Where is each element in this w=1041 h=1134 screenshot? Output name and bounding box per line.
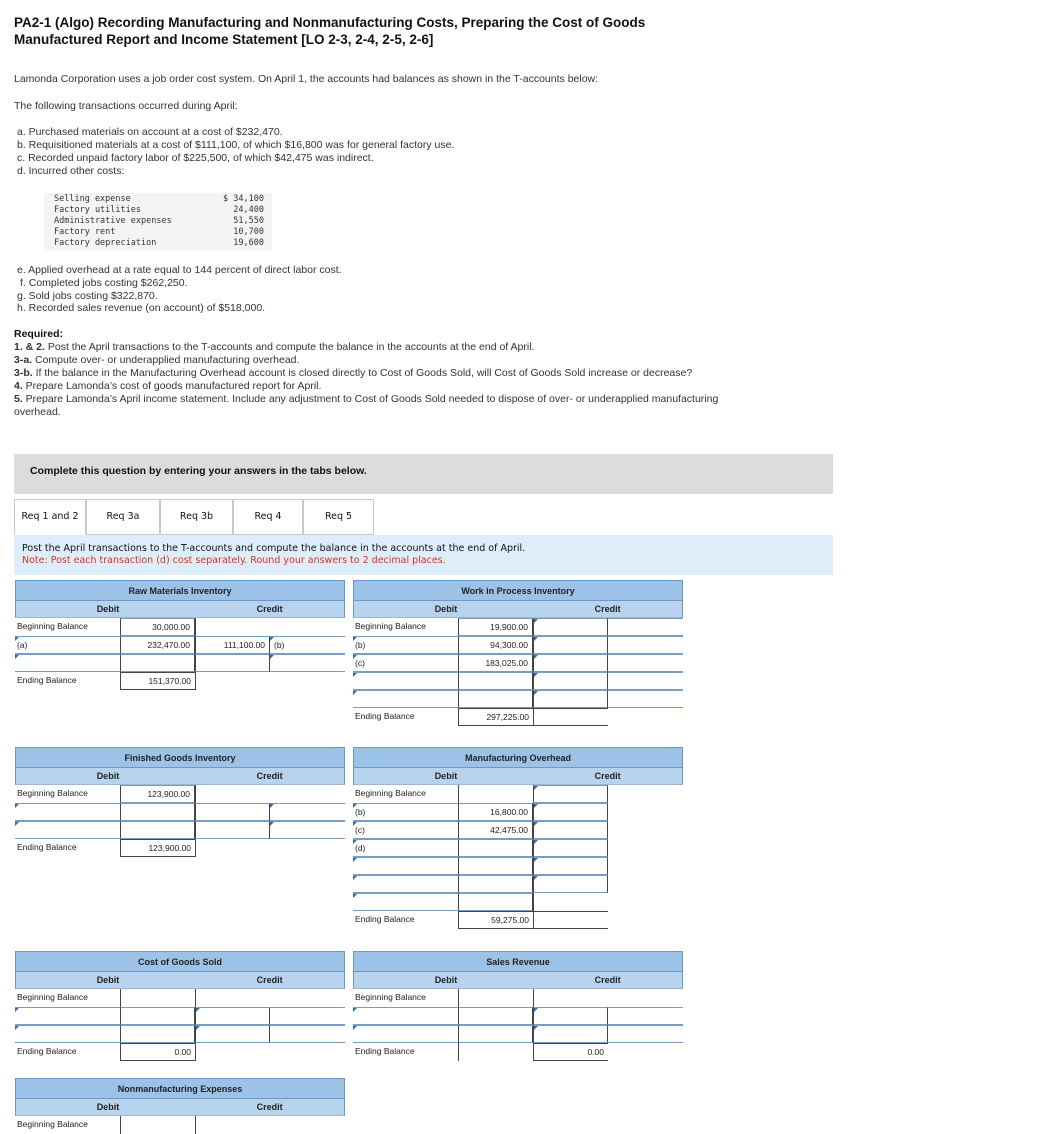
credit-amount-input[interactable]	[533, 875, 608, 893]
note-text: Note: Post each transaction (d) cost separately. Round your answers to 2 decimal places.	[22, 555, 446, 566]
t-account-manufacturing-overhead	[353, 747, 683, 937]
debit-label-select[interactable]: (b)	[353, 636, 458, 654]
required-item: 4. Prepare Lamonda’s cost of goods manufactured report for April.	[14, 380, 322, 392]
credit-label-select[interactable]	[270, 654, 345, 672]
transaction-d: d. Incurred other costs:	[17, 165, 125, 177]
credit-ending-blank	[195, 839, 270, 857]
debit-amount-input[interactable]: 94,300.00	[458, 636, 533, 654]
account-title: Manufacturing Overhead	[353, 747, 683, 768]
credit-amount-input[interactable]	[195, 785, 270, 803]
credit-label-select[interactable]	[608, 618, 683, 636]
credit-amount-blank	[533, 893, 608, 911]
credit-label-select[interactable]	[608, 1007, 683, 1025]
credit-label-select[interactable]	[608, 690, 683, 708]
cost-row: Factory rent 10,700	[54, 227, 264, 237]
debit-amount-input[interactable]: 30,000.00	[120, 618, 195, 636]
credit-amount-input[interactable]	[533, 839, 608, 857]
tab-req-5[interactable]: Req 5	[303, 499, 374, 535]
ending-label: Ending Balance	[355, 1046, 415, 1056]
credit-amount-input[interactable]	[195, 821, 270, 839]
debit-label-select[interactable]: (a)	[15, 636, 120, 654]
debit-amount-input[interactable]	[458, 857, 533, 875]
debit-header: Debit	[434, 771, 458, 781]
debit-header: Debit	[96, 604, 120, 614]
debit-label-select[interactable]	[353, 1007, 458, 1025]
account-title: Nonmanufacturing Expenses	[15, 1078, 345, 1099]
debit-amount-input[interactable]	[120, 1007, 195, 1025]
credit-amount-input[interactable]	[533, 857, 608, 875]
debit-label-select[interactable]	[353, 672, 458, 690]
beginning-label: Beginning Balance	[17, 992, 88, 1002]
credit-label-select[interactable]	[608, 654, 683, 672]
account-title: Finished Goods Inventory	[15, 747, 345, 768]
credit-label-select[interactable]	[270, 1007, 345, 1025]
beginning-label: Beginning Balance	[355, 992, 426, 1002]
transaction-g: g. Sold jobs costing $322,870.	[17, 290, 158, 302]
debit-amount-input[interactable]: 16,800.00	[458, 803, 533, 821]
credit-amount-input[interactable]	[195, 989, 270, 1007]
credit-header: Credit	[594, 604, 621, 614]
cost-row: Selling expense $ 34,100	[54, 194, 264, 204]
t-account-raw-materials	[15, 580, 345, 692]
credit-amount-input[interactable]	[533, 636, 608, 654]
beginning-label: Beginning Balance	[355, 621, 426, 631]
debit-label-select[interactable]: (c)	[353, 821, 458, 839]
debit-amount-input[interactable]	[458, 875, 533, 893]
credit-ending-blank	[195, 672, 270, 690]
required-heading: Required:	[14, 328, 64, 340]
debit-label-select[interactable]	[15, 1025, 120, 1043]
credit-header: Credit	[594, 975, 621, 985]
transaction-f: f. Completed jobs costing $262,250.	[20, 277, 188, 289]
debit-amount-input[interactable]	[458, 690, 533, 708]
account-title: Cost of Goods Sold	[15, 951, 345, 972]
beginning-label: Beginning Balance	[17, 1119, 88, 1129]
instruction-text: Post the April transactions to the T-accounts and compute the balance in the accounts at the end of April.	[22, 543, 526, 554]
debit-amount-input[interactable]: 42,475.00	[458, 821, 533, 839]
credit-amount-input[interactable]	[195, 654, 270, 672]
account-title: Work in Process Inventory	[353, 580, 683, 601]
debit-amount-input[interactable]	[120, 1116, 195, 1134]
debit-amount-input[interactable]	[120, 989, 195, 1007]
credit-amount-input[interactable]	[195, 618, 270, 636]
credit-amount-input[interactable]	[195, 1007, 270, 1025]
required-item: 5. Prepare Lamonda’s April income statement. Include any adjustment to Cost of Goods Sold needed to dispose of over- or underapplied manufacturing overhead.	[14, 393, 719, 418]
debit-amount-input[interactable]	[458, 893, 533, 911]
credit-amount-input[interactable]	[533, 785, 608, 803]
ending-balance-value[interactable]: 123,900.00	[120, 839, 195, 857]
debit-label-select[interactable]	[15, 1007, 120, 1025]
instructions-banner: Complete this question by entering your answers in the tabs below.	[14, 454, 833, 494]
debit-amount-input[interactable]	[458, 839, 533, 857]
account-title: Sales Revenue	[353, 951, 683, 972]
account-title: Raw Materials Inventory	[15, 580, 345, 601]
t-account-sales-revenue	[353, 951, 683, 1061]
credit-label-select[interactable]	[270, 618, 345, 636]
credit-header: Credit	[594, 771, 621, 781]
ending-label: Ending Balance	[355, 914, 415, 924]
intro-text: Lamonda Corporation uses a job order cost system. On April 1, the accounts had balances as shown in the T-accounts below:	[14, 73, 599, 85]
t-account-finished-goods	[15, 747, 345, 862]
debit-amount-input[interactable]	[458, 785, 533, 803]
ending-balance-value[interactable]: 297,225.00	[458, 708, 533, 726]
transaction-a: a. Purchased materials on account at a cost of $232,470.	[17, 126, 283, 138]
credit-label-select[interactable]	[608, 672, 683, 690]
credit-amount-input[interactable]	[533, 821, 608, 839]
debit-header: Debit	[96, 1102, 120, 1112]
transaction-c: c. Recorded unpaid factory labor of $225,500, of which $42,475 was indirect.	[17, 152, 374, 164]
tab-req-1-and-2[interactable]: Req 1 and 2	[14, 499, 86, 535]
tab-req-3a[interactable]: Req 3a	[86, 499, 160, 535]
credit-header: Credit	[256, 975, 283, 985]
credit-amount-input[interactable]	[195, 1116, 270, 1134]
debit-amount-input[interactable]	[120, 821, 195, 839]
ending-label: Ending Balance	[17, 675, 77, 685]
debit-label-select[interactable]: (b)	[353, 803, 458, 821]
debit-ending-blank	[458, 1043, 533, 1061]
credit-amount-input[interactable]	[533, 1025, 608, 1043]
transaction-b: b. Requisitioned materials at a cost of $111,100, of which $16,800 was for general factory use.	[17, 139, 455, 151]
debit-amount-input[interactable]	[458, 989, 533, 1007]
required-item: 1. & 2. Post the April transactions to the T-accounts and compute the balance in the accounts at the end of April.	[14, 341, 535, 353]
debit-header: Debit	[434, 975, 458, 985]
beginning-label: Beginning Balance	[355, 788, 426, 798]
debit-header: Debit	[96, 975, 120, 985]
debit-label-select[interactable]	[353, 857, 458, 875]
ending-label: Ending Balance	[17, 1046, 77, 1056]
credit-label-select[interactable]	[270, 821, 345, 839]
debit-amount-input[interactable]	[120, 654, 195, 672]
credit-amount-input[interactable]	[195, 803, 270, 821]
debit-header: Debit	[96, 771, 120, 781]
credit-label-select[interactable]	[270, 1025, 345, 1043]
ending-balance-value[interactable]: 59,275.00	[458, 911, 533, 929]
credit-ending-value[interactable]	[533, 911, 608, 929]
credit-header: Credit	[256, 771, 283, 781]
beginning-label: Beginning Balance	[17, 621, 88, 631]
credit-label-select[interactable]: (b)	[270, 636, 345, 654]
ending-label: Ending Balance	[17, 842, 77, 852]
beginning-label: Beginning Balance	[17, 788, 88, 798]
credit-header: Credit	[256, 1102, 283, 1112]
debit-amount-input[interactable]	[458, 1007, 533, 1025]
debit-label-select[interactable]	[353, 893, 458, 911]
debit-label-select[interactable]	[353, 690, 458, 708]
debit-amount-input[interactable]	[120, 803, 195, 821]
credit-amount-input[interactable]	[533, 654, 608, 672]
debit-amount-input[interactable]: 183,025.00	[458, 654, 533, 672]
credit-amount-input[interactable]: 111,100.00	[195, 636, 270, 654]
ending-balance-value[interactable]: 0.00	[120, 1043, 195, 1061]
transaction-e: e. Applied overhead at a rate equal to 144 percent of direct labor cost.	[17, 264, 342, 276]
credit-label-select[interactable]	[608, 1025, 683, 1043]
transactions-intro: The following transactions occurred during April:	[14, 100, 238, 112]
debit-label-select[interactable]	[15, 803, 120, 821]
debit-header: Debit	[434, 604, 458, 614]
cost-row: Administrative expenses 51,550	[54, 216, 264, 226]
cost-row: Factory utilities 24,400	[54, 205, 264, 215]
debit-amount-input[interactable]	[458, 1025, 533, 1043]
debit-label-select[interactable]: (c)	[353, 654, 458, 672]
credit-amount-input[interactable]	[195, 1025, 270, 1043]
credit-amount-input[interactable]	[533, 803, 608, 821]
debit-amount-input[interactable]	[120, 1025, 195, 1043]
required-item: 3-b. If the balance in the Manufacturing Overhead account is closed directly to Cost of Goods Sold, will Cost of Goods Sold increase or decrease?	[14, 367, 693, 379]
credit-label-select[interactable]	[608, 636, 683, 654]
cost-row: Factory depreciation 19,600	[54, 238, 264, 248]
debit-amount-input[interactable]: 19,900.00	[458, 618, 533, 636]
debit-amount-input[interactable]	[458, 672, 533, 690]
t-account-cost-of-goods-sold	[15, 951, 345, 1061]
debit-label-select[interactable]: (d)	[353, 839, 458, 857]
problem-title: PA2-1 (Algo) Recording Manufacturing and Nonmanufacturing Costs, Preparing the Cost of Goods Manufactured Report and Income Statement [LO 2-3, 2-4, 2-5, 2-6]	[14, 15, 646, 47]
ending-balance-value[interactable]: 151,370.00	[120, 672, 195, 690]
required-section	[14, 328, 734, 419]
ending-balance-value[interactable]: 0.00	[533, 1043, 608, 1061]
t-account-nonmanufacturing-expenses	[15, 1078, 345, 1132]
debit-label-select[interactable]	[353, 875, 458, 893]
tab-req-4[interactable]: Req 4	[233, 499, 303, 535]
debit-amount-input[interactable]: 232,470.00	[120, 636, 195, 654]
debit-label-select[interactable]	[15, 821, 120, 839]
credit-ending-value[interactable]	[533, 708, 608, 726]
required-item: 3-a. Compute over- or underapplied manufacturing overhead.	[14, 354, 300, 366]
debit-label-select[interactable]	[353, 1025, 458, 1043]
debit-amount-input[interactable]: 123,900.00	[120, 785, 195, 803]
credit-amount-input[interactable]	[533, 1007, 608, 1025]
debit-label-select[interactable]	[15, 654, 120, 672]
transaction-h: h. Recorded sales revenue (on account) of $518,000.	[17, 302, 266, 314]
credit-amount-input[interactable]	[533, 618, 608, 636]
credit-amount-input[interactable]	[533, 672, 608, 690]
tab-instructions	[14, 535, 833, 575]
credit-header: Credit	[256, 604, 283, 614]
t-account-work-in-process	[353, 580, 683, 730]
tab-req-3b[interactable]: Req 3b	[160, 499, 233, 535]
credit-amount-input[interactable]	[533, 989, 608, 1007]
credit-label-select[interactable]	[270, 803, 345, 821]
ending-label: Ending Balance	[355, 711, 415, 721]
other-costs-table	[44, 193, 272, 251]
credit-amount-input[interactable]	[533, 690, 608, 708]
credit-ending-blank	[195, 1043, 270, 1061]
